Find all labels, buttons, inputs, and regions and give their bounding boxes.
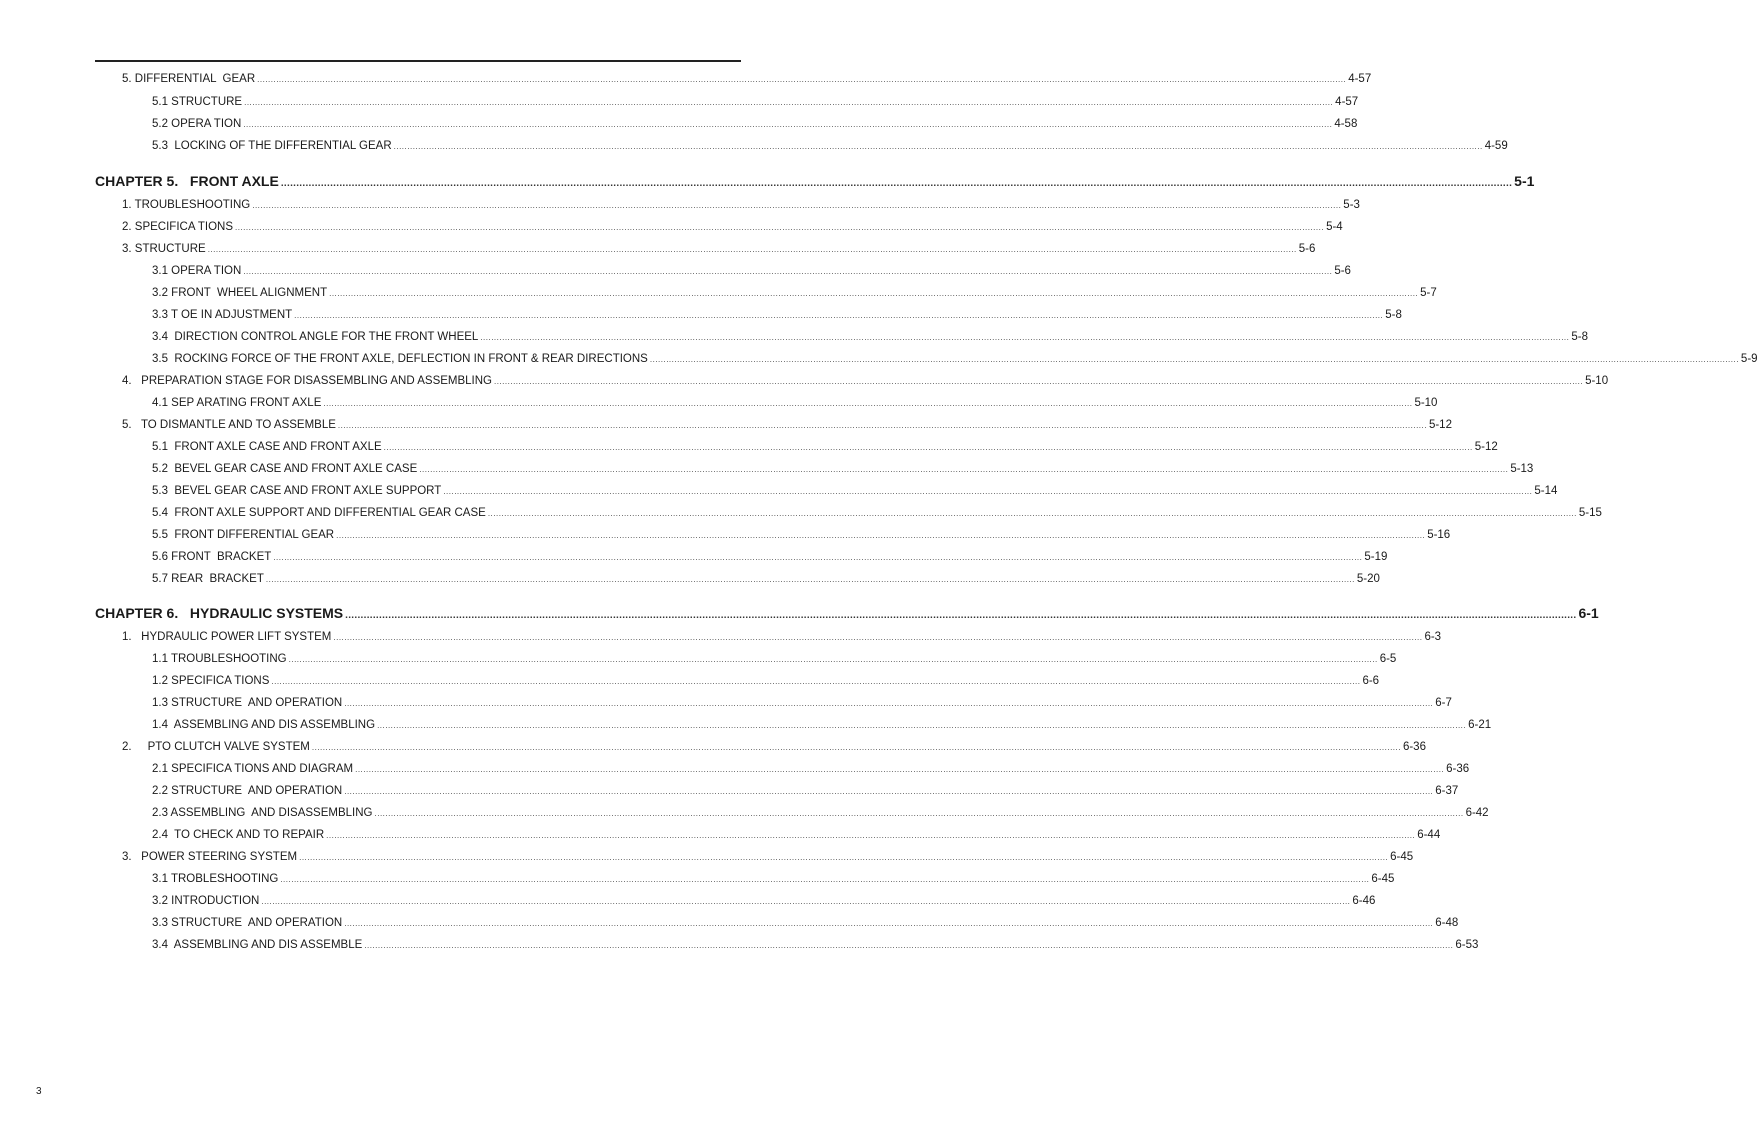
toc-entry-label: 5. TO DISMANTLE AND TO ASSEMBLE [122,419,336,431]
toc-dot-leader: ................................................................................................................................................................................................................................................................................................................................................................................................................ [271,677,1361,686]
toc-dot-leader: ................................................................................................................................................................................................................................................................................................................................................................................................................ [337,421,1427,430]
toc-dot-leader: ................................................................................................................................................................................................................................................................................................................................................................................................................ [377,721,1467,730]
toc-dot-leader: ................................................................................................................................................................................................................................................................................................................................................................................................................ [364,941,1454,950]
toc-entry[interactable] [122,374,1609,389]
toc-entry-label: 3.3 STRUCTURE AND OPERATION [152,917,343,929]
toc-entry-label: 5.2 OPERA TION [152,118,242,130]
toc-dot-leader: ................................................................................................................................................................................................................................................................................................................................................................................................................ [280,178,1513,189]
toc-entry-label: 1.1 TROUBLESHOOTING [152,653,287,665]
toc-entry-label: 1. TROUBLESHOOTING [122,199,251,211]
toc-dot-leader: ................................................................................................................................................................................................................................................................................................................................................................................................................ [261,897,1351,906]
toc-entry[interactable] [152,117,1358,132]
toc-entry[interactable] [152,718,1492,733]
toc-entry[interactable] [152,572,1380,587]
toc-entry[interactable] [152,916,1459,931]
top-rule [95,60,741,62]
toc-entry[interactable] [152,894,1376,909]
toc-entry[interactable] [152,95,1359,110]
toc-entry-page: 5-8 [1571,331,1588,343]
toc-entry[interactable] [152,462,1534,477]
toc-dot-leader: ................................................................................................................................................................................................................................................................................................................................................................................................................ [419,465,1509,474]
toc-entry-label: 5.2 BEVEL GEAR CASE AND FRONT AXLE CASE [152,463,418,475]
toc-entry-page: 5-7 [1420,287,1437,299]
toc-entry-page: 5-16 [1427,529,1451,541]
toc-chapter-entry[interactable] [95,173,1535,192]
toc-entry-label: 3.5 ROCKING FORCE OF THE FRONT AXLE, DEFLECTION IN FRONT & REAR DIRECTIONS [152,353,648,365]
toc-entry-label: 5.3 LOCKING OF THE DIFFERENTIAL GEAR [152,140,392,152]
toc-dot-leader: ................................................................................................................................................................................................................................................................................................................................................................................................................ [374,809,1464,818]
toc-dot-leader: ................................................................................................................................................................................................................................................................................................................................................................................................................ [355,765,1445,774]
toc-entry-page: 6-36 [1446,763,1470,775]
toc-entry-page: 6-21 [1468,719,1492,731]
toc-dot-leader: ................................................................................................................................................................................................................................................................................................................................................................................................................ [344,919,1434,928]
toc-entry[interactable] [152,330,1588,345]
toc-entry[interactable] [122,630,1442,645]
toc-entry-page: 6-36 [1402,741,1426,753]
toc-dot-leader: ................................................................................................................................................................................................................................................................................................................................................................................................................ [345,610,1577,621]
toc-chapter-entry[interactable] [95,605,1599,624]
toc-entry-page: 5-6 [1298,243,1316,255]
toc-entry-label: 2. SPECIFICA TIONS [122,221,233,233]
toc-entry[interactable] [152,872,1395,887]
toc-entry-page: 5-15 [1578,507,1602,519]
toc-entry-label: 5.4 FRONT AXLE SUPPORT AND DIFFERENTIAL GEAR CASE [152,507,486,519]
toc-dot-leader: ................................................................................................................................................................................................................................................................................................................................................................................................................ [323,399,1413,408]
toc-entry[interactable] [122,220,1343,235]
toc-entry-label: CHAPTER 5. FRONT AXLE [95,173,279,189]
toc-dot-leader: ................................................................................................................................................................................................................................................................................................................................................................................................................ [393,142,1483,151]
toc-entry-label: 4. PREPARATION STAGE FOR DISASSEMBLING AND ASSEMBLING [122,375,493,387]
toc-dot-leader: ................................................................................................................................................................................................................................................................................................................................................................................................................ [288,655,1378,664]
toc-entry-label: 5.6 FRONT BRACKET [152,551,272,563]
toc-entry-page: 6-44 [1417,829,1441,841]
toc-entry-page: 6-5 [1379,653,1397,665]
toc-entry-label: 3.1 OPERA TION [152,265,242,277]
toc-dot-leader: ................................................................................................................................................................................................................................................................................................................................................................................................................ [273,553,1363,562]
toc-dot-leader: ................................................................................................................................................................................................................................................................................................................................................................................................................ [299,853,1389,862]
toc-entry-label: 3.4 DIRECTION CONTROL ANGLE FOR THE FRONT WHEEL [152,331,479,343]
toc-dot-leader: ................................................................................................................................................................................................................................................................................................................................................................................................................ [243,120,1333,129]
toc-dot-leader: ................................................................................................................................................................................................................................................................................................................................................................................................................ [487,509,1577,518]
toc-entry-label: 5. DIFFERENTIAL GEAR [122,73,256,85]
toc-entry-page: 6-1 [1578,605,1599,621]
toc-dot-leader: ................................................................................................................................................................................................................................................................................................................................................................................................................ [311,743,1401,752]
toc-entry[interactable] [152,806,1489,821]
toc-entry-label: 5.7 REAR BRACKET [152,573,264,585]
toc-entry-page: 5-9 [1740,353,1758,365]
toc-dot-leader: ................................................................................................................................................................................................................................................................................................................................................................................................................ [336,531,1426,540]
toc-entry-page: 5-14 [1534,485,1558,497]
toc-entry-page: 6-7 [1435,697,1452,709]
toc-entry-label: 2.1 SPECIFICA TIONS AND DIAGRAM [152,763,354,775]
toc-entry-page: 6-45 [1371,873,1395,885]
toc-entry[interactable] [152,352,1758,367]
toc-entry-label: 2.2 STRUCTURE AND OPERATION [152,785,343,797]
toc-entry-label: 1.2 SPECIFICA TIONS [152,675,270,687]
toc-entry-label: 3.3 T OE IN ADJUSTMENT [152,309,293,321]
toc-entry-page: 5-20 [1356,573,1380,585]
toc-dot-leader: ................................................................................................................................................................................................................................................................................................................................................................................................................ [280,875,1370,884]
toc-entry[interactable] [122,242,1316,257]
toc-entry[interactable] [152,286,1437,301]
toc-dot-leader: ................................................................................................................................................................................................................................................................................................................................................................................................................ [294,311,1384,320]
toc-dot-leader: ................................................................................................................................................................................................................................................................................................................................................................................................................ [235,223,1325,232]
toc-dot-leader: ................................................................................................................................................................................................................................................................................................................................................................................................................ [443,487,1533,496]
toc-entry[interactable] [122,850,1414,865]
toc-entry[interactable] [122,72,1372,87]
toc-entry-page: 4-57 [1335,96,1359,108]
toc-entry-label: 1.3 STRUCTURE AND OPERATION [152,697,343,709]
toc-entry-page: 5-10 [1585,375,1609,387]
toc-entry-label: 3.2 INTRODUCTION [152,895,260,907]
toc-entry-label: 3.4 ASSEMBLING AND DIS ASSEMBLE [152,939,363,951]
toc-entry[interactable] [122,418,1452,433]
toc-entry[interactable] [152,139,1508,154]
toc-entry-label: 1.4 ASSEMBLING AND DIS ASSEMBLING [152,719,376,731]
toc-entry-page: 5-19 [1364,551,1388,563]
toc-dot-leader: ................................................................................................................................................................................................................................................................................................................................................................................................................ [257,75,1347,84]
toc-entry-page: 5-3 [1343,199,1360,211]
toc-entry[interactable] [152,396,1438,411]
toc-entry[interactable] [152,528,1451,543]
toc-dot-leader: ................................................................................................................................................................................................................................................................................................................................................................................................................ [243,267,1333,276]
toc-entry-label: 3.2 FRONT WHEEL ALIGNMENT [152,287,328,299]
toc-entry[interactable] [152,440,1498,455]
toc-entry[interactable] [122,740,1426,755]
toc-entry-page: 5-4 [1326,221,1343,233]
toc-dot-leader: ................................................................................................................................................................................................................................................................................................................................................................................................................ [344,699,1434,708]
toc-dot-leader: ................................................................................................................................................................................................................................................................................................................................................................................................................ [265,575,1355,584]
toc-entry-page: 5-6 [1334,265,1351,277]
toc-dot-leader: ................................................................................................................................................................................................................................................................................................................................................................................................................ [244,98,1334,107]
toc-entry-page: 6-3 [1424,631,1442,643]
toc-dot-leader: ................................................................................................................................................................................................................................................................................................................................................................................................................ [480,333,1570,342]
toc-entry-label: 3. POWER STEERING SYSTEM [122,851,298,863]
toc-entry-page: 6-45 [1390,851,1414,863]
toc-entry-page: 4-59 [1484,140,1508,152]
toc-dot-leader: ................................................................................................................................................................................................................................................................................................................................................................................................................ [649,355,1739,364]
toc-entry-page: 4-57 [1348,73,1372,85]
toc-dot-leader: ................................................................................................................................................................................................................................................................................................................................................................................................................ [494,377,1584,386]
toc-entry-label: 2. PTO CLUTCH VALVE SYSTEM [122,741,310,753]
toc-entry[interactable] [152,696,1452,711]
toc-entry-label: CHAPTER 6. HYDRAULIC SYSTEMS [95,605,344,621]
toc-entry-page: 6-48 [1435,917,1459,929]
toc-entry-page: 4-58 [1334,118,1358,130]
toc-entry-page: 6-37 [1435,785,1459,797]
toc-entry-page: 5-8 [1385,309,1402,321]
toc-entry-label: 4.1 SEP ARATING FRONT AXLE [152,397,322,409]
toc-entry[interactable] [152,308,1402,323]
toc-entry[interactable] [152,674,1380,689]
toc-entry-label: 5.3 BEVEL GEAR CASE AND FRONT AXLE SUPPORT [152,485,442,497]
toc-entry-page: 5-12 [1428,419,1452,431]
toc-entry-page: 6-53 [1455,939,1479,951]
toc-entry[interactable] [122,198,1360,213]
toc-entry-label: 2.3 ASSEMBLING AND DISASSEMBLING [152,807,373,819]
toc-entry-page: 5-1 [1514,173,1535,189]
toc-dot-leader: ................................................................................................................................................................................................................................................................................................................................................................................................................ [383,443,1473,452]
toc-entry-page: 5-12 [1474,441,1498,453]
toc-entry[interactable] [152,264,1351,279]
toc-entry-label: 5.1 FRONT AXLE CASE AND FRONT AXLE [152,441,382,453]
toc-entry[interactable] [152,550,1388,565]
toc-dot-leader: ................................................................................................................................................................................................................................................................................................................................................................................................................ [207,245,1297,254]
toc-entry[interactable] [152,506,1602,521]
toc-entry-label: 3. STRUCTURE [122,243,206,255]
toc-entry-page: 5-10 [1414,397,1438,409]
toc-entry-page: 5-13 [1510,463,1534,475]
toc-entry-page: 6-42 [1465,807,1489,819]
toc-dot-leader: ................................................................................................................................................................................................................................................................................................................................................................................................................ [252,201,1342,210]
toc-entry-label: 5.1 STRUCTURE [152,96,243,108]
toc-entry[interactable] [152,484,1558,499]
toc-entry[interactable] [152,652,1397,667]
toc-entry-label: 2.4 TO CHECK AND TO REPAIR [152,829,325,841]
toc-entry[interactable] [152,784,1459,799]
toc-entry-label: 1. HYDRAULIC POWER LIFT SYSTEM [122,631,332,643]
toc-entry-label: 3.1 TROBLESHOOTING [152,873,279,885]
toc-entry-page: 6-6 [1362,675,1380,687]
toc-entry-label: 5.5 FRONT DIFFERENTIAL GEAR [152,529,335,541]
toc-entry-page: 6-46 [1352,895,1376,907]
toc-dot-leader: ................................................................................................................................................................................................................................................................................................................................................................................................................ [344,787,1434,796]
toc-dot-leader: ................................................................................................................................................................................................................................................................................................................................................................................................................ [326,831,1416,840]
page-number: 3 [36,1086,42,1097]
toc-entry[interactable] [152,762,1470,777]
toc-entry[interactable] [152,828,1441,843]
toc-entry[interactable] [152,938,1479,953]
toc-dot-leader: ................................................................................................................................................................................................................................................................................................................................................................................................................ [329,289,1419,298]
toc-dot-leader: ................................................................................................................................................................................................................................................................................................................................................................................................................ [333,633,1423,642]
